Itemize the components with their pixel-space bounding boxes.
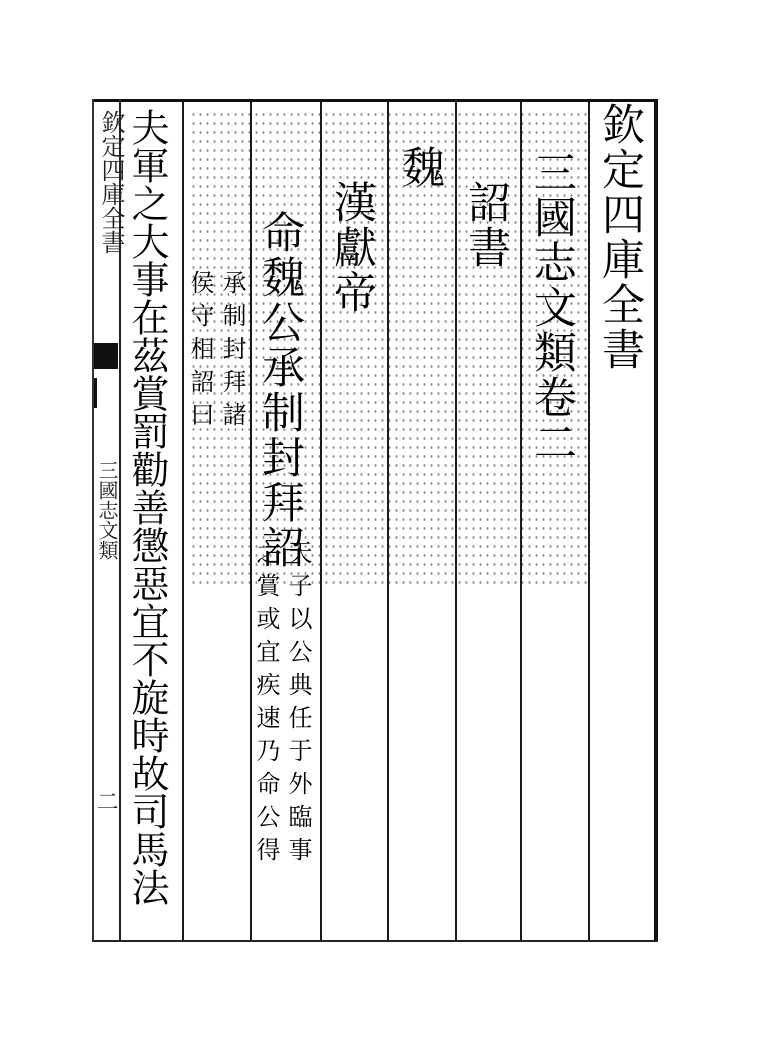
commentary-line-1: 天子以公典任于外臨事 [284, 540, 312, 870]
margin-fishtail-line [94, 378, 117, 408]
sub-commentary-line-2: 侯守相詔曰 [186, 270, 214, 435]
body-text: 夫軍之大事在茲賞罰勸善懲惡宜不旋時故司馬法 [125, 108, 169, 906]
column-rule [387, 102, 389, 940]
section-state: 魏 [395, 145, 445, 190]
section-emperor: 漢獻帝 [327, 180, 377, 315]
frame-right-border [654, 99, 658, 942]
series-title: 欽定四庫全書 [595, 102, 645, 372]
column-rule [455, 102, 457, 940]
sub-commentary-line-1: 承制封拜諸 [218, 270, 246, 435]
frame-top-border [92, 99, 658, 102]
column-rule [182, 102, 184, 940]
margin-book-title: 三國志文類 [95, 460, 119, 560]
section-category: 詔書 [461, 180, 511, 270]
column-rule [320, 102, 322, 940]
margin-fishtail-mark [94, 343, 118, 369]
column-rule [520, 102, 522, 940]
margin-series-title: 欽定四庫全書 [97, 110, 125, 254]
volume-title: 三國志文類卷二 [527, 150, 577, 465]
column-rule [588, 102, 590, 940]
frame-bottom-border [92, 940, 658, 942]
edict-title: 命魏公承制封拜詔 [255, 210, 305, 570]
commentary-line-2: 之賞或宜疾速乃命公得 [252, 540, 280, 870]
margin-page-number: 二 [93, 790, 118, 812]
